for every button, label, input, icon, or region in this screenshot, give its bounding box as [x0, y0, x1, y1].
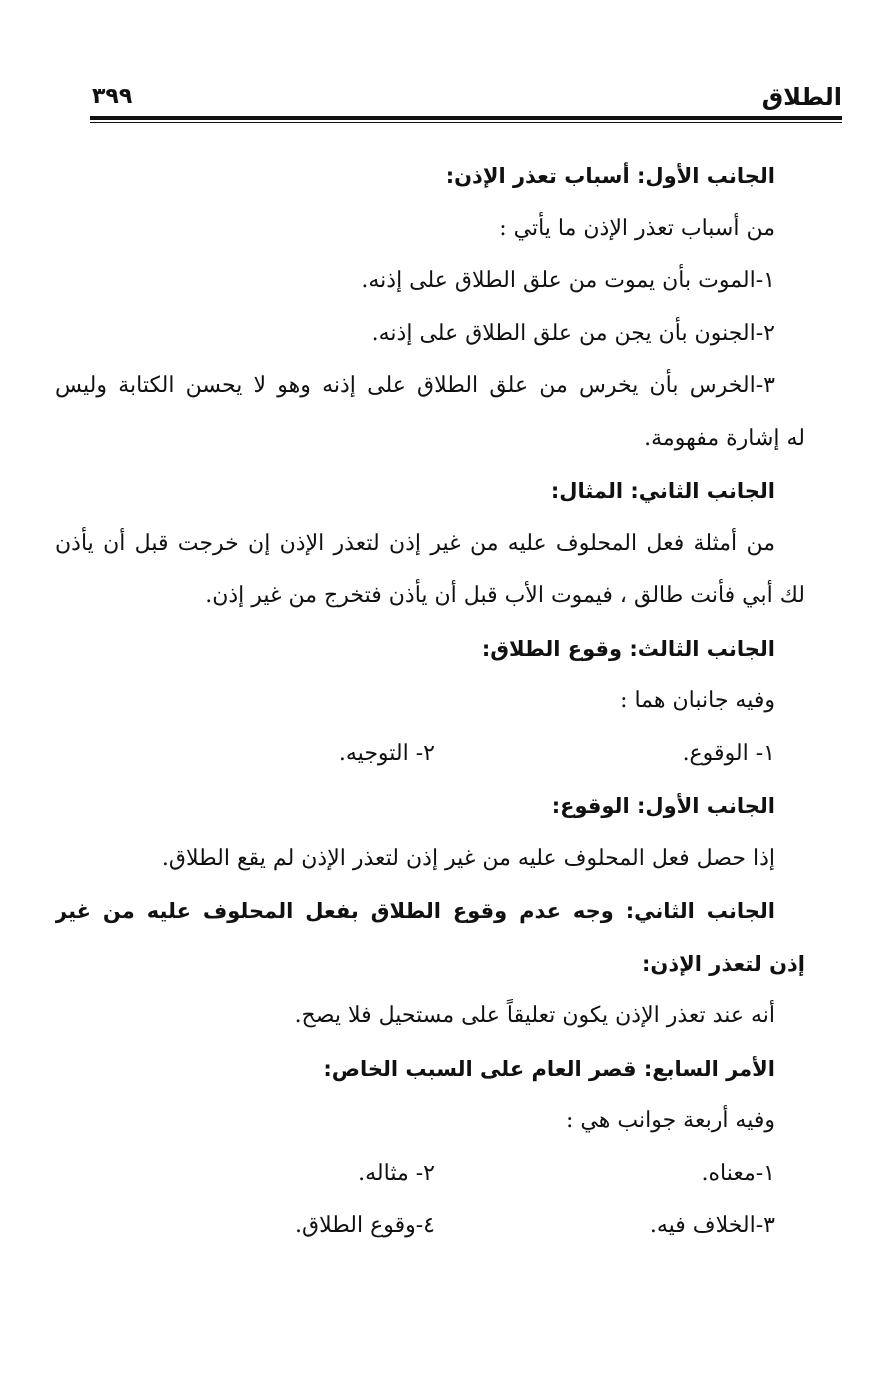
section-heading: الأمر السابع: قصر العام على السبب الخاص:: [323, 1056, 775, 1081]
two-column-list: [55, 1148, 805, 1201]
list-item: ٢- مثاله.: [358, 1160, 435, 1186]
section-heading: الجانب الثالث: وقوع الطلاق:: [481, 636, 775, 661]
paragraph-line: من أسباب تعذر الإذن ما يأتي :: [499, 215, 775, 241]
section-heading: الجانب الثاني: وجه عدم وقوع الطلاق بفعل المحلوف عليه من غير: [55, 899, 775, 923]
paragraph-line: وفيه جانبان هما :: [620, 688, 775, 713]
list-item: ٤-وقوع الطلاق.: [295, 1213, 435, 1238]
section-heading: الجانب الثاني: المثال:: [550, 479, 775, 503]
paragraph-line: له إشارة مفهومة.: [644, 425, 805, 451]
header-rule-thick: [90, 116, 842, 120]
running-header: [90, 82, 842, 114]
list-item: ٣-الخلاف فيه.: [649, 1213, 775, 1238]
list-item: ٢- التوجيه.: [338, 740, 435, 766]
two-column-list: [55, 1200, 805, 1253]
paragraph-line: وفيه أربعة جوانب هي :: [566, 1108, 775, 1133]
paragraph-line: من أمثلة فعل المحلوف عليه من غير إذن لتعذر الإذن إن خرجت قبل أن يأذن: [55, 530, 775, 556]
page-number: ٣٩٩: [92, 84, 133, 109]
section-heading: الجانب الأول: أسباب تعذر الإذن:: [445, 164, 775, 188]
section-heading: الجانب الأول: الوقوع:: [551, 794, 775, 818]
list-item: ١- الوقوع.: [682, 740, 775, 766]
list-item: ٢-الجنون بأن يجن من علق الطلاق على إذنه.: [371, 320, 775, 346]
paragraph-line: إذا حصل فعل المحلوف عليه من غير إذن لتعذر الإذن لم يقع الطلاق.: [161, 845, 775, 871]
header-rule-thin: [90, 122, 842, 123]
list-item: ١-الموت بأن يموت من علق الطلاق على إذنه.: [361, 268, 775, 293]
chapter-title: الطلاق: [761, 83, 842, 111]
paragraph-line: لك أبي فأنت طالق ، فيموت الأب قبل أن يأذن فتخرج من غير إذن.: [205, 583, 805, 608]
two-column-list: [55, 728, 805, 781]
list-item: ٣-الخرس بأن يخرس من علق الطلاق على إذنه وهو لا يحسن الكتابة وليس: [55, 373, 775, 398]
section-heading-continued: إذن لتعذر الإذن:: [642, 951, 805, 976]
page-body: [55, 150, 805, 1253]
list-item: ١-معناه.: [701, 1160, 775, 1186]
paragraph-line: أنه عند تعذر الإذن يكون تعليقاً على مستحيل فلا يصح.: [294, 1003, 775, 1028]
